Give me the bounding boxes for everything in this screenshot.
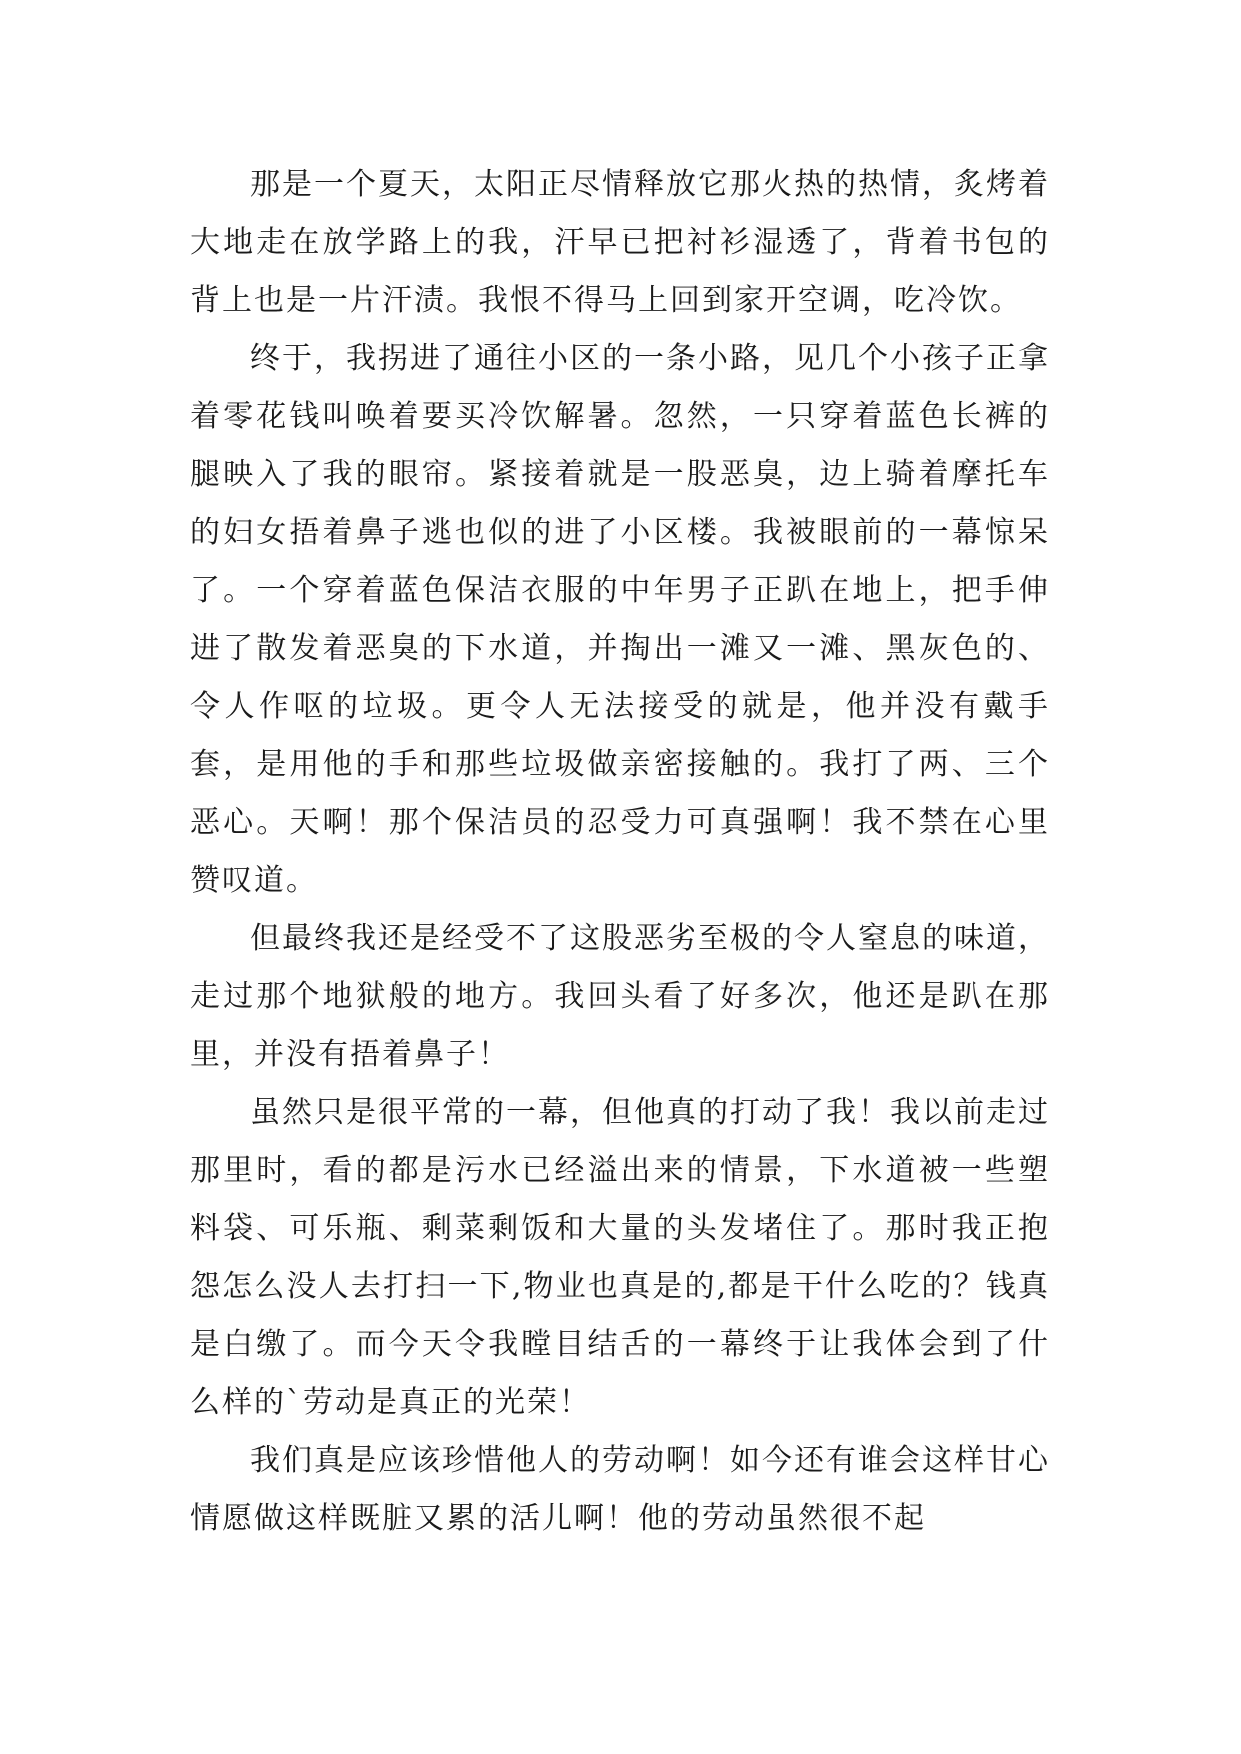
paragraph-4: 虽然只是很平常的一幕，但他真的打动了我！我以前走过那里时，看的都是污水已经溢出来的情景，下水道被一些塑料袋、可乐瓶、剩菜剩饭和大量的头发堵住了。那时我正抱怨怎么没人去打扫一下,物业也真是的,都是干什么吃的？钱真是白缴了。而今天令我瞠目结舌的一幕终于让我体会到了什么样的`劳动是真正的光荣！ (190, 1095, 1050, 1420)
article-body (190, 156, 1050, 1548)
paragraph-2: 终于，我拐进了通往小区的一条小路，见几个小孩子正拿着零花钱叫唤着要买冷饮解暑。忽然，一只穿着蓝色长裤的腿映入了我的眼帘。紧接着就是一股恶臭，边上骑着摩托车的妇女捂着鼻子逃也似的进了小区楼。我被眼前的一幕惊呆了。一个穿着蓝色保洁衣服的中年男子正趴在地上，把手伸进了散发着恶臭的下水道，并掏出一滩又一滩、黑灰色的、令人作呕的垃圾。更令人无法接受的就是，他并没有戴手套，是用他的手和那些垃圾做亲密接触的。我打了两、三个恶心。天啊！那个保洁员的忍受力可真强啊！我不禁在心里赞叹道。 (190, 341, 1050, 898)
paragraph-3: 但最终我还是经受不了这股恶劣至极的令人窒息的味道，走过那个地狱般的地方。我回头看了好多次，他还是趴在那里，并没有捂着鼻子！ (190, 921, 1050, 1072)
paragraph-1: 那是一个夏天，太阳正尽情释放它那火热的热情，炙烤着大地走在放学路上的我，汗早已把衬衫湿透了，背着书包的背上也是一片汗渍。我恨不得马上回到家开空调，吃冷饮。 (190, 167, 1050, 318)
paragraph-5: 我们真是应该珍惜他人的劳动啊！如今还有谁会这样甘心情愿做这样既脏又累的活儿啊！他的劳动虽然很不起 (190, 1443, 1050, 1536)
